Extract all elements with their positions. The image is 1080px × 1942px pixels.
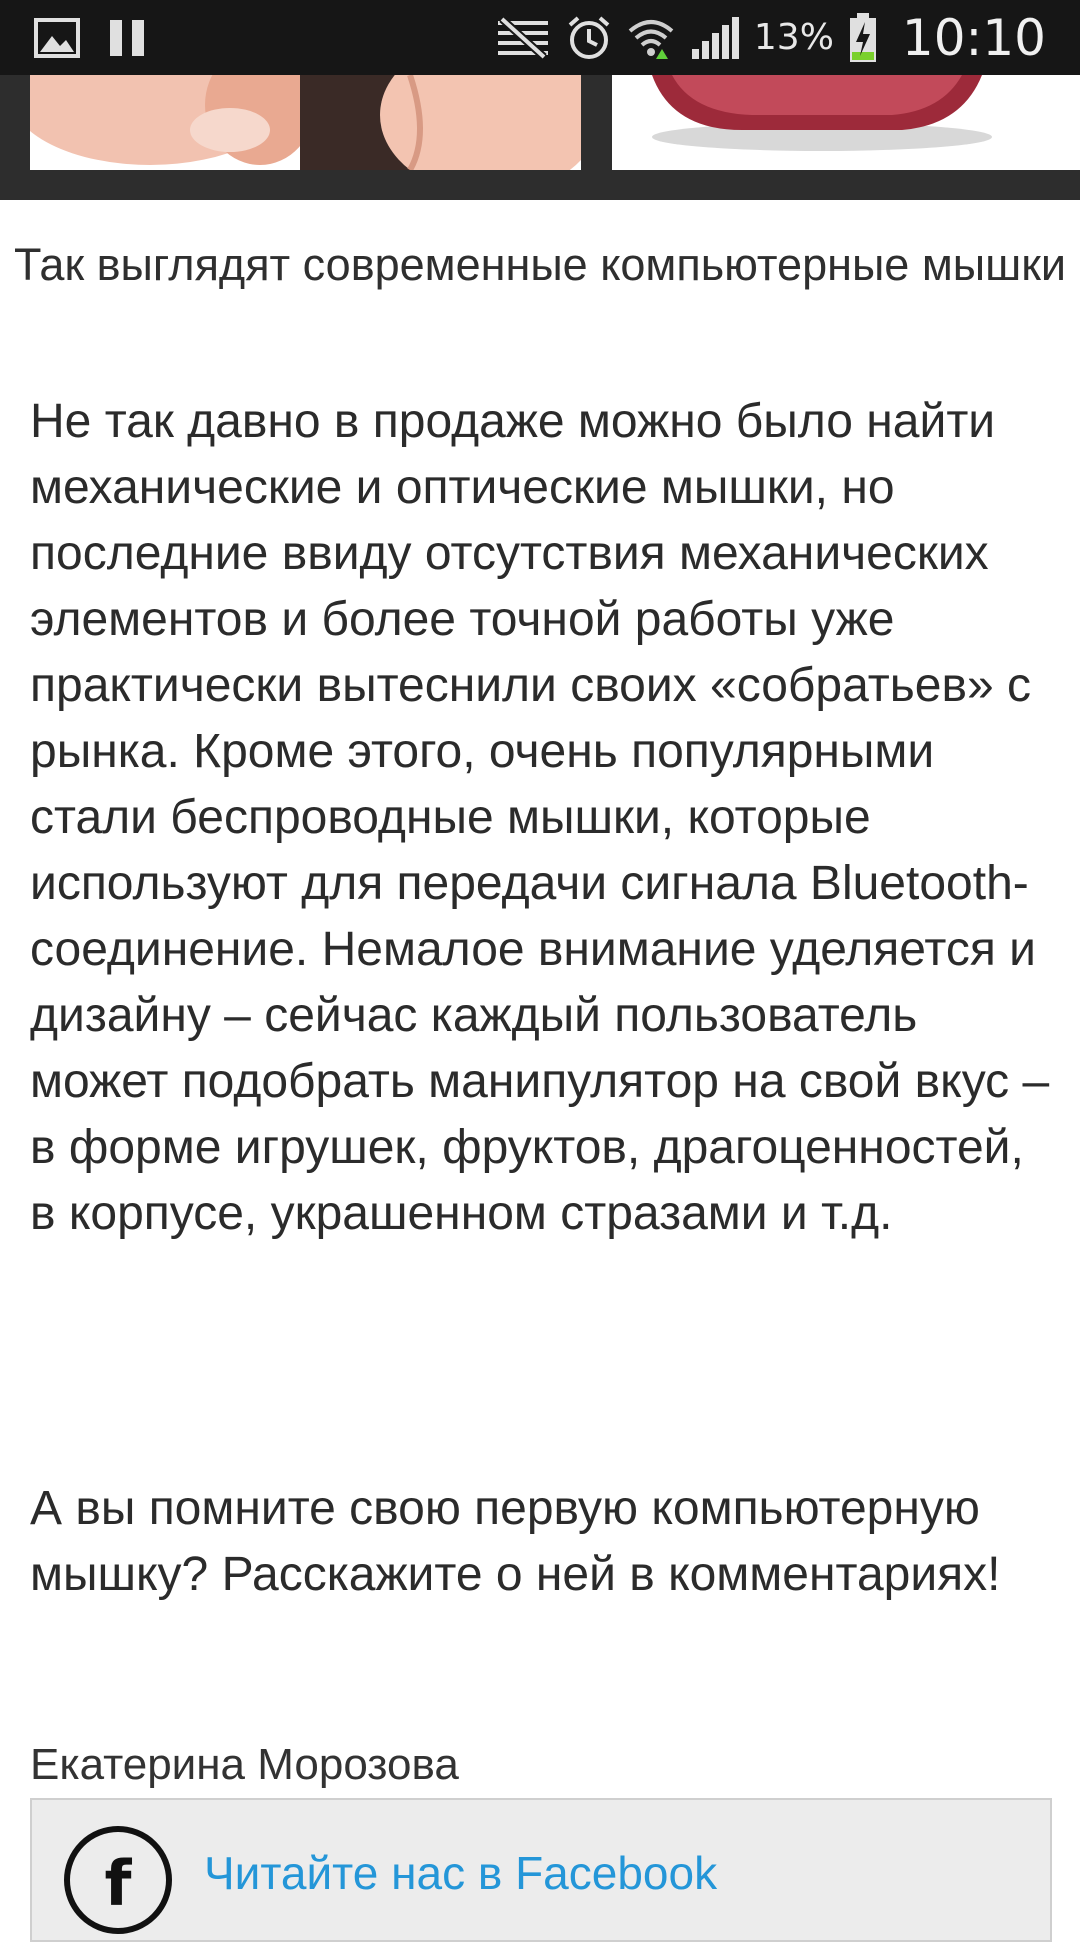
pause-icon	[108, 18, 148, 58]
mouse-in-hand-image[interactable]	[30, 75, 581, 170]
facebook-icon-letter: f	[104, 1846, 132, 1920]
battery-charging-icon	[848, 12, 878, 64]
facebook-icon[interactable]	[64, 1826, 172, 1934]
alarm-icon	[566, 15, 612, 61]
wifi-icon	[626, 15, 676, 61]
gallery-icon	[34, 18, 80, 58]
article-paragraph-question: А вы помните свою первую компьютерную мышку? Расскажите о ней в комментариях!	[30, 1482, 1001, 1601]
signal-icon	[690, 15, 740, 61]
status-bar	[0, 0, 1080, 75]
clock: 10:10	[901, 8, 1046, 67]
facebook-link[interactable]: Читайте нас в Facebook	[204, 1847, 718, 1899]
no-sim-icon	[494, 17, 552, 59]
red-mouse-image[interactable]	[612, 75, 1080, 170]
article-author: Екатерина Морозова	[30, 1740, 459, 1789]
article-image-gallery	[0, 75, 1080, 200]
facebook-follow-box[interactable]	[30, 1798, 1052, 1942]
battery-percent: 13%	[753, 17, 834, 58]
article-paragraph: Не так давно в продаже можно было найти механические и оптические мышки, но последние ввиду отсутствия механических элементов и более точной работы уже практически вытеснили своих «собратьев» с рынка. Кроме этого, очень популярными стали беспроводные мышки, которые используют для передачи сигнала Bluetooth-соединение. Немалое внимание уделяется и дизайну – сейчас каждый пользователь может подобрать манипулятор на свой вкус – в форме игрушек, фруктов, драгоценностей, в корпусе, украшенном стразами и т.д.	[30, 395, 1050, 1240]
image-caption: Так выглядят современные компьютерные мышки	[13, 239, 1067, 290]
